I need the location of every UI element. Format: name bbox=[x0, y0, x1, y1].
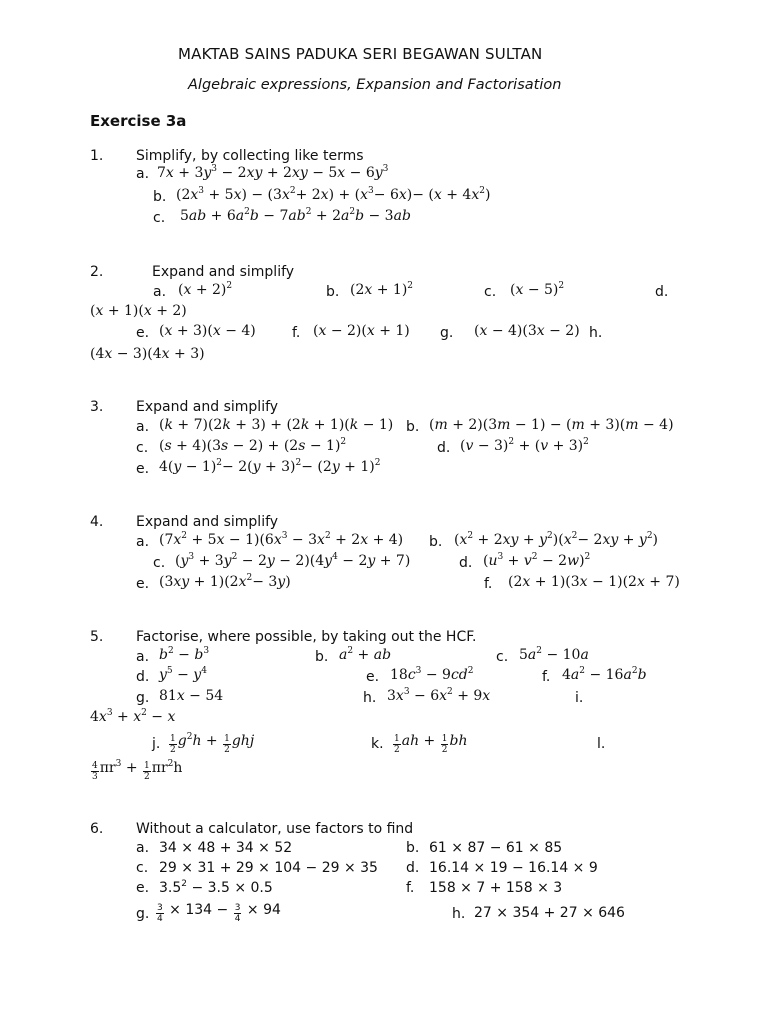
q5-number: 5. bbox=[90, 629, 104, 645]
q4-number: 4. bbox=[90, 514, 104, 530]
q2b-expression: $(2x + 1)^2$ bbox=[350, 281, 414, 298]
q4b-expression: $(x^2 + 2xy + y^2)(x^2- 2xy + y^2)$ bbox=[454, 531, 659, 548]
q6h-label: h. bbox=[452, 906, 466, 922]
q4c-label: c. bbox=[153, 555, 166, 571]
q3e-label: e. bbox=[136, 461, 150, 477]
school-name: MAKTAB SAINS PADUKA SERI BEGAWAN SULTAN bbox=[178, 45, 543, 63]
q6d-expression: 16.14 × 19 − 16.14 × 9 bbox=[429, 860, 598, 876]
q5i-expression: $4x^3 + x^2 - x$ bbox=[90, 708, 176, 725]
q1a-label: a. bbox=[136, 166, 150, 182]
q5i-label: i. bbox=[575, 690, 584, 706]
q5c-label: c. bbox=[496, 649, 509, 665]
q6-text: Without a calculator, use factors to find bbox=[136, 821, 414, 837]
q4d-label: d. bbox=[459, 555, 473, 571]
q3b-expression: (m + 2)(3m − 1) − (m + 3)(m − 4) bbox=[429, 417, 674, 433]
q2-text: Expand and simplify bbox=[152, 264, 295, 280]
q4b-label: b. bbox=[429, 534, 443, 550]
q5l-expression: $\frac{4}{3}$ $\pi r^3$ + $\frac{1}{2}$ $\pi r^2h$ bbox=[92, 759, 183, 782]
q6b-label: b. bbox=[406, 840, 420, 856]
q2a-label: a. bbox=[153, 284, 167, 300]
exercise-heading: Exercise 3a bbox=[90, 112, 187, 130]
q1b-expression: $(2x^3 + 5x) - (3x^2+ 2x) + (x^3- 6x)- (x + 4x^2)$ bbox=[176, 186, 491, 203]
q3-number: 3. bbox=[90, 399, 104, 415]
q5j-label: j. bbox=[152, 736, 161, 752]
q2e-label: e. bbox=[136, 325, 150, 341]
q5f-label: f. bbox=[542, 669, 551, 685]
q2a-expression: $(x + 2)^2$ bbox=[178, 281, 233, 298]
q3d-label: d. bbox=[437, 440, 451, 456]
q5h-expression: $3x^3 - 6x^2 + 9x$ bbox=[387, 687, 491, 704]
q5j-expression: $\frac{1}{2}$ $g^2h$ + $\frac{1}{2}$ ghj bbox=[170, 732, 255, 755]
q5g-expression: 81x − 54 bbox=[159, 688, 224, 704]
q1c-expression: $5ab + 6a^2b - 7ab^2 + 2a^2b - 3ab$ bbox=[180, 207, 411, 224]
q2c-expression: $(x - 5)^2$ bbox=[510, 281, 565, 298]
q6e-expression: $3.5^2 - 3.5 \times 0.5$ bbox=[159, 879, 273, 896]
q1b-label: b. bbox=[153, 189, 167, 205]
q5a-label: a. bbox=[136, 649, 150, 665]
q5h-label: h. bbox=[363, 690, 377, 706]
q5k-label: k. bbox=[371, 736, 384, 752]
q5d-label: d. bbox=[136, 669, 150, 685]
q4f-expression: (2x + 1)(3x − 1)(2x + 7) bbox=[508, 574, 680, 590]
q4a-label: a. bbox=[136, 534, 150, 550]
q5l-label: l. bbox=[597, 736, 606, 752]
q5g-label: g. bbox=[136, 690, 150, 706]
q4e-label: e. bbox=[136, 576, 150, 592]
q4f-label: f. bbox=[484, 576, 493, 592]
q2b-label: b. bbox=[326, 284, 340, 300]
q3-text: Expand and simplify bbox=[136, 399, 279, 415]
q6g-label: g. bbox=[136, 906, 150, 922]
q6f-label: f. bbox=[406, 880, 415, 896]
q2f-expression: (x − 2)(x + 1) bbox=[313, 323, 410, 339]
q1c-label: c. bbox=[153, 210, 166, 226]
q6f-expression: 158 × 7 + 158 × 3 bbox=[429, 880, 563, 896]
q6a-label: a. bbox=[136, 840, 150, 856]
q6d-label: d. bbox=[406, 860, 420, 876]
q6c-expression: 29 × 31 + 29 × 104 − 29 × 35 bbox=[159, 860, 378, 876]
q1-text: Simplify, by collecting like terms bbox=[136, 148, 364, 164]
q5d-expression: $y^5 - y^4$ bbox=[159, 666, 207, 683]
q6g-expression-tail: × 94 bbox=[246, 902, 281, 918]
q3a-expression: (k + 7)(2k + 3) + (2k + 1)(k − 1) bbox=[159, 417, 394, 433]
q4e-expression: $(3xy + 1)(2x^2- 3y)$ bbox=[159, 573, 291, 590]
q3b-label: b. bbox=[406, 419, 420, 435]
q2h-expression: (4x − 3)(4x + 3) bbox=[90, 346, 205, 362]
q2e-expression: (x + 3)(x − 4) bbox=[159, 323, 256, 339]
q6-number: 6. bbox=[90, 821, 104, 837]
q5-text: Factorise, where possible, by taking out the HCF. bbox=[136, 629, 477, 645]
q6b-expression: 61 × 87 − 61 × 85 bbox=[429, 840, 563, 856]
q2g-expression: (x − 4)(3x − 2) bbox=[474, 323, 580, 339]
q3d-expression: $(v - 3)^2 + (v + 3)^2$ bbox=[460, 437, 589, 454]
q5c-expression: $5a^2 - 10a$ bbox=[519, 646, 589, 663]
q4-text: Expand and simplify bbox=[136, 514, 279, 530]
q4a-expression: $(7x^2 + 5x - 1)(6x^3 - 3x^2 + 2x + 4)$ bbox=[159, 531, 404, 548]
q2d-expression: (x + 1)(x + 2) bbox=[90, 303, 187, 319]
q5f-expression: $4a^2 - 16a^2b$ bbox=[562, 666, 647, 683]
q1-number: 1. bbox=[90, 148, 104, 164]
q5e-label: e. bbox=[366, 669, 380, 685]
q2h-label: h. bbox=[589, 325, 603, 341]
q3a-label: a. bbox=[136, 419, 150, 435]
q1a-expression: $7x + 3y^3 - 2xy + 2xy - 5x - 6y^3$ bbox=[157, 164, 389, 181]
q6c-label: c. bbox=[136, 860, 149, 876]
q2-number: 2. bbox=[90, 264, 104, 280]
q6a-expression: 34 × 48 + 34 × 52 bbox=[159, 840, 293, 856]
q5k-expression: $\frac{1}{2}$ ah + $\frac{1}{2}$ bh bbox=[394, 733, 468, 755]
q6h-expression: 27 × 354 + 27 × 646 bbox=[474, 905, 625, 921]
q2c-label: c. bbox=[484, 284, 497, 300]
q2f-label: f. bbox=[292, 325, 301, 341]
topic-subtitle: Algebraic expressions, Expansion and Factorisation bbox=[188, 77, 562, 93]
q5a-expression: $b^2 - b^3$ bbox=[159, 646, 210, 663]
q2d-label: d. bbox=[655, 284, 669, 300]
q6g-expression: $\frac{3}{4}$ × 134 − $\frac{3}{4}$ × 94 bbox=[157, 902, 281, 924]
q4d-expression: $(u^3 + v^2 - 2w)^2$ bbox=[483, 552, 591, 569]
q3e-expression: $4(y - 1)^2- 2(y + 3)^2- (2y + 1)^2$ bbox=[159, 458, 381, 475]
q5b-label: b. bbox=[315, 649, 329, 665]
q6e-label: e. bbox=[136, 880, 150, 896]
q3c-expression: $(s + 4)(3s - 2) + (2s - 1)^2$ bbox=[159, 437, 347, 454]
q2g-label: g. bbox=[440, 325, 454, 341]
q4c-expression: $(y^3 + 3y^2 - 2y - 2)(4y^4 - 2y + 7)$ bbox=[175, 552, 411, 569]
q5b-expression: $a^2$ + ab bbox=[339, 646, 392, 663]
q3c-label: c. bbox=[136, 440, 149, 456]
q5e-expression: $18c^3 - 9cd^2$ bbox=[390, 666, 474, 683]
